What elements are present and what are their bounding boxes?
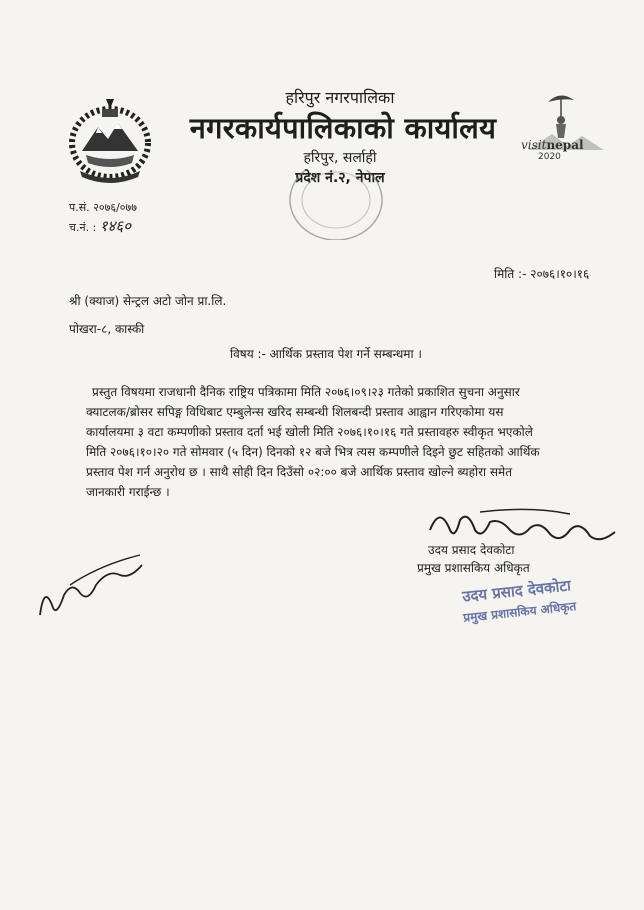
reference-cn [69, 216, 131, 236]
nepal-emblem-icon [62, 93, 158, 185]
body-line: जानकारी गराईन्छ । [86, 485, 170, 499]
cn-label: च.नं. : [69, 221, 97, 234]
body-line: मिति २०७६।१०।२० गते सोमवार (५ दिन) दिनको १२ बजे भित्र त्यस कम्पणीले दिइने छुट सहितको आर्थिक [86, 445, 540, 459]
office-seal-stamp [276, 170, 396, 240]
letter-date: मिति :- २०७६।१०।१६ [494, 267, 590, 281]
recipient-name: श्री (क्याज) सेन्ट्रल अटो जोन प्रा.लि. [69, 294, 227, 308]
stamp-name: उदय प्रसाद देवकोटा [461, 576, 572, 606]
office-province: प्रदेश नं.२, नेपाल [295, 170, 385, 186]
signatory-name: उदय प्रसाद देवकोटा [428, 543, 515, 557]
letter-body [86, 382, 606, 502]
ps-value: २०७६/०७७ [93, 201, 137, 214]
body-line: कार्यालयमा ३ वटा कम्पणीको प्रस्ताव दर्ता भई खोली मिति २०७६।१०।१६ गते प्रस्तावहरु स्वीकृत भएकोले [86, 425, 533, 439]
margin-handwritten-note-icon [30, 545, 150, 625]
office-address: हरिपुर, सर्लाही [303, 150, 377, 166]
signatory-title: प्रमुख प्रशासकिय अधिकृत [417, 561, 530, 575]
visit-nepal-logo-icon [518, 90, 608, 170]
nepal-word: nepal [546, 138, 584, 152]
cn-value: १४६० [99, 217, 131, 235]
recipient-location: पोखरा-८, कास्की [69, 322, 145, 336]
body-line: क्याटलक/ब्रोसर सपिङ्ग विधिबाट एम्बुलेन्स खरिद सम्बन्धी शिलबन्दी प्रस्ताव आह्वान गरिएकोमा यस [86, 405, 504, 419]
municipality-name: हरिपुर नगरपालिका [285, 88, 395, 107]
visit-nepal-wordmark [521, 138, 584, 152]
body-line: प्रस्तुत विषयमा राजधानी दैनिक राष्ट्रिय पत्रिकामा मिति २०७६।०९।२३ गतेको प्रकाशित सुचना अनुसार [92, 385, 520, 399]
visit-word: visit [521, 138, 547, 152]
stamp-title: प्रमुख प्रशासकिय अधिकृत [462, 599, 577, 625]
letter-subject: विषय :- आर्थिक प्रस्ताव पेश गर्ने सम्बन्धमा । [230, 347, 422, 361]
body-line: प्रस्ताव पेश गर्न अनुरोध छ । साथै सोही दिन दिउँसो ०२:०० बजे आर्थिक प्रस्ताव खोल्ने ब्यहोरा समेत [86, 465, 513, 479]
reference-ps [69, 200, 137, 215]
ps-label: प.सं. [69, 201, 90, 214]
office-title: नगरकार्यपालिकाको कार्यालय [189, 111, 497, 145]
visit-year: 2020 [538, 152, 561, 162]
